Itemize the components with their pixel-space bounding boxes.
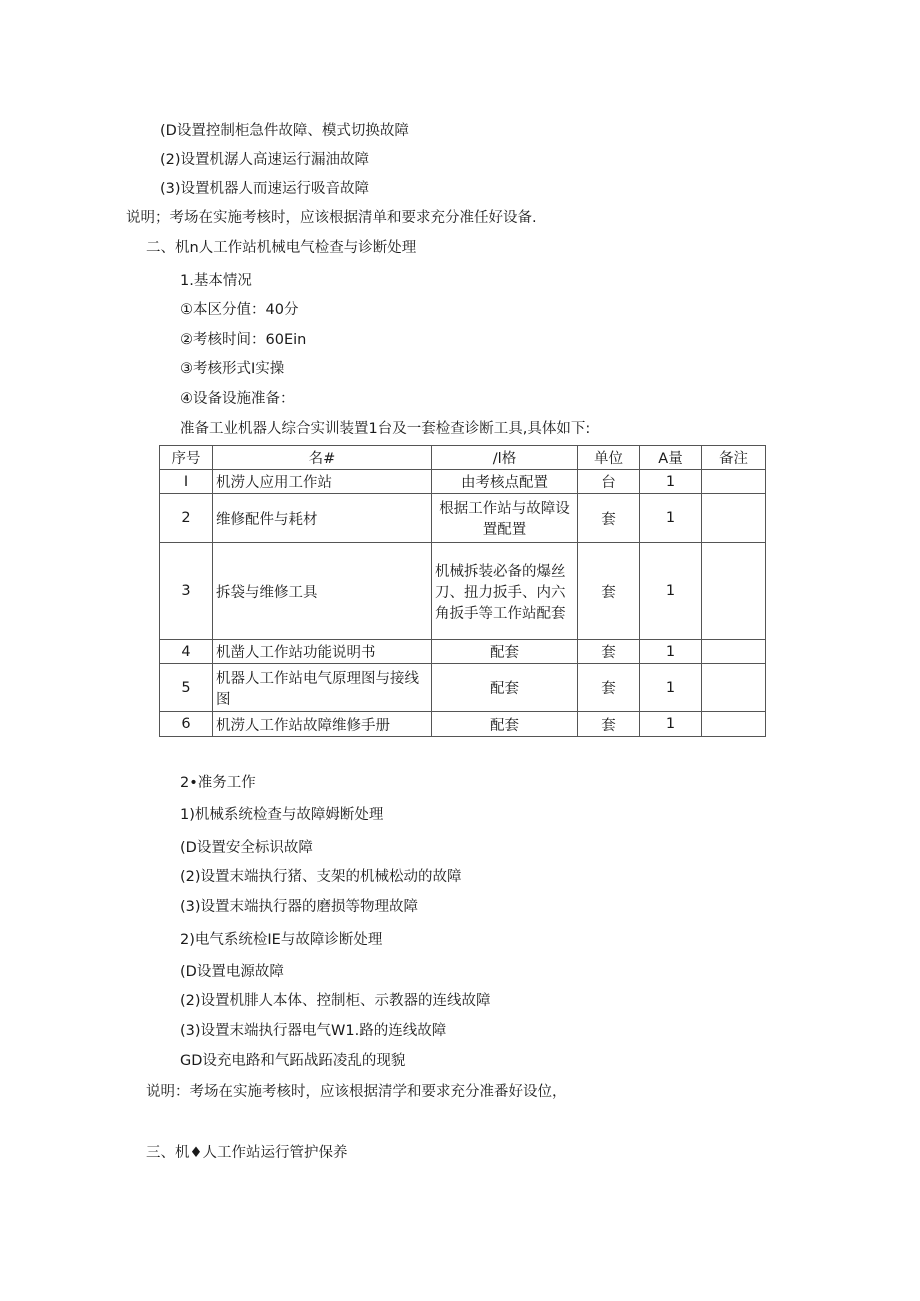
table-row (160, 494, 766, 543)
basic-time: ②考核时间：60Ein (180, 332, 307, 348)
cell-note (702, 543, 766, 640)
section-2-title: 二、机n人工作站机械电气检查与诊断处理 (146, 240, 417, 256)
basic-intro: 准备工业机器人综合实训装置1台及一套检查诊断工具,具体如下: (180, 421, 591, 437)
prep-item: 2)电气系统检IE与故障诊断处理 (180, 932, 383, 948)
header-unit: 单位 (578, 446, 640, 470)
cell-qty: 1 (640, 543, 702, 640)
cell-unit: 套 (578, 494, 640, 543)
cell-unit: 套 (578, 543, 640, 640)
prep-item: (3)设置末端执行器的磨损等物理故障 (180, 899, 419, 915)
table-row (160, 543, 766, 640)
cell-no: 2 (160, 494, 213, 543)
header-note: 备注 (702, 446, 766, 470)
cell-note (702, 494, 766, 543)
cell-unit: 套 (578, 712, 640, 737)
cell-qty: 1 (640, 712, 702, 737)
section-3-title: 三、机♦人工作站运行管护保养 (146, 1145, 348, 1161)
equipment-table (159, 445, 766, 737)
cell-spec: 配套 (432, 640, 578, 664)
prep-item: (2)设置机腓人本体、控制柜、示教器的连线故障 (180, 993, 491, 1009)
prep-item: (2)设置末端执行猪、支架的机械松动的故障 (180, 869, 462, 885)
cell-name: 机涝人工作站故障维修手册 (213, 712, 432, 737)
cell-note (702, 640, 766, 664)
cell-no: I (160, 470, 213, 494)
cell-no: 6 (160, 712, 213, 737)
basic-heading: 1.基本情况 (180, 273, 252, 289)
header-spec: /l格 (432, 446, 578, 470)
prep-item: (D设置电源故障 (180, 964, 284, 980)
cell-unit: 套 (578, 640, 640, 664)
cell-spec: 根据工作站与故障设置配置 (432, 494, 578, 543)
cell-qty: 1 (640, 664, 702, 712)
table-row (160, 640, 766, 664)
table-header-row (160, 446, 766, 470)
basic-equip: ④设备设施准备： (180, 391, 295, 407)
cell-qty: 1 (640, 640, 702, 664)
cell-note (702, 712, 766, 737)
table-row (160, 470, 766, 494)
cell-spec: 由考核点配置 (432, 470, 578, 494)
basic-score: ①本区分值：40分 (180, 302, 299, 318)
top-item: (D设置控制柜急件故障、模式切换故障 (160, 123, 409, 139)
note-2: 说明：考场在实施考核时，应该根据清学和要求充分准番好设位， (146, 1084, 567, 1100)
cell-name: 机器人工作站电气原理图与接线图 (213, 664, 432, 712)
cell-spec: 机械拆装必备的爆丝刀、扭力扳手、内六角扳手等工作站配套 (432, 543, 578, 640)
cell-note (702, 470, 766, 494)
header-qty: A量 (640, 446, 702, 470)
cell-name: 机涝人应用工作站 (213, 470, 432, 494)
cell-spec: 配套 (432, 664, 578, 712)
table-row (160, 664, 766, 712)
prep-item: (D设置安全标识故障 (180, 840, 313, 856)
cell-spec: 配套 (432, 712, 578, 737)
cell-no: 3 (160, 543, 213, 640)
prep-item: (3)设置末端执行器电气W1.路的连线故障 (180, 1023, 447, 1039)
prep-item: GD设充电路和气跖战跖凌乱的现貌 (180, 1053, 406, 1069)
cell-name: 机凿人工作站功能说明书 (213, 640, 432, 664)
cell-no: 5 (160, 664, 213, 712)
cell-no: 4 (160, 640, 213, 664)
cell-qty: 1 (640, 494, 702, 543)
header-no: 序号 (160, 446, 213, 470)
prep-item: 1)机械系统检查与故障姆断处理 (180, 807, 384, 823)
basic-form: ③考核形式I实操 (180, 361, 285, 377)
top-item: (3)设置机器人而速运行吸音故障 (160, 181, 370, 197)
cell-name: 拆袋与维修工具 (213, 543, 432, 640)
cell-qty: 1 (640, 470, 702, 494)
note-1: 说明；考场在实施考核时，应该根据清单和要求充分准任好设备. (126, 210, 537, 226)
cell-unit: 台 (578, 470, 640, 494)
header-name: 名# (213, 446, 432, 470)
table-row (160, 712, 766, 737)
cell-name: 维修配件与耗材 (213, 494, 432, 543)
prep-heading: 2•准务工作 (180, 775, 256, 791)
cell-unit: 套 (578, 664, 640, 712)
cell-note (702, 664, 766, 712)
top-item: (2)设置机潺人高速运行漏油故障 (160, 152, 370, 168)
